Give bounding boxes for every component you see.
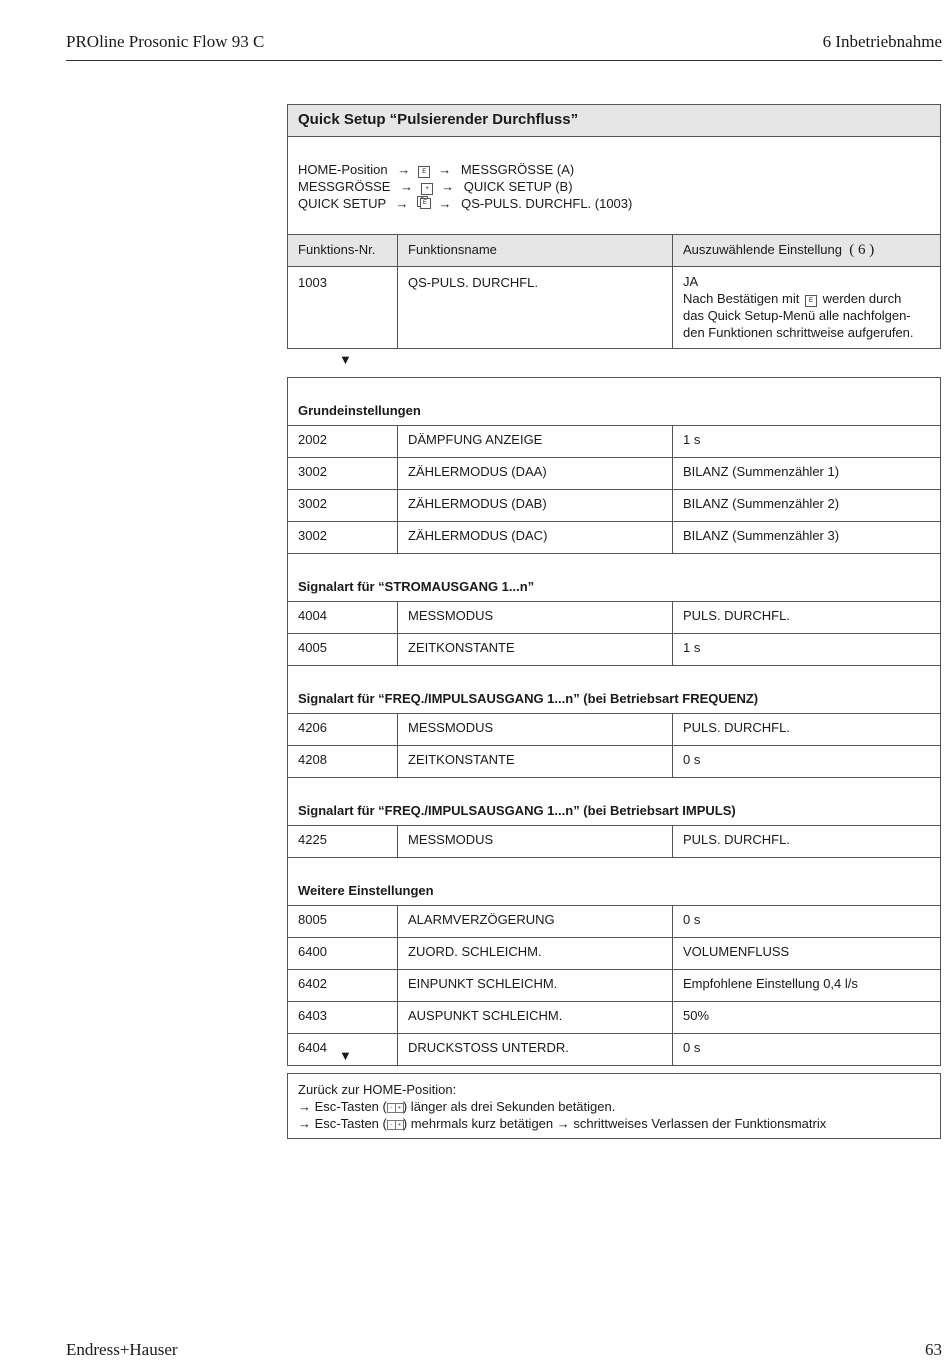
- page-number: 63: [925, 1340, 942, 1359]
- return-title: Zurück zur HOME-Position:: [298, 1082, 457, 1097]
- table-row: 3002 ZÄHLERMODUS (DAC) BILANZ (Summenzähler 3): [288, 522, 940, 554]
- function-name: QS-PULS. DURCHFL.: [398, 267, 673, 348]
- function-nr: 1003: [288, 267, 398, 348]
- arrow-icon: →: [438, 196, 452, 211]
- arrow-icon: →: [397, 162, 411, 177]
- nav-from: HOME-Position: [298, 162, 388, 177]
- product-name: PROline Prosonic Flow 93 C: [66, 32, 265, 51]
- section-header: Signalart für “STROMAUSGANG 1...n”: [288, 554, 940, 602]
- table-row: 6402 EINPUNKT SCHLEICHM. Empfohlene Einstellung 0,4 l/s: [288, 970, 940, 1002]
- arrow-icon: →: [400, 179, 414, 194]
- page-header: [66, 30, 942, 61]
- table-row: 4208 ZEITKONSTANTE 0 s: [288, 746, 940, 778]
- quick-setup-box: [287, 104, 941, 349]
- arrow-icon: →: [438, 162, 452, 177]
- nav-to: MESSGRÖSSE (A): [460, 162, 575, 177]
- esc-keys-icon: - +: [387, 1102, 403, 1112]
- company-name: Endress+Hauser: [66, 1340, 178, 1359]
- esc-keys-icon: - +: [387, 1119, 403, 1129]
- nav-from: QUICK SETUP: [298, 196, 386, 211]
- nav-from: MESSGRÖSSE: [298, 179, 391, 194]
- arrow-icon: →: [395, 196, 409, 211]
- table-row: 4004 MESSMODUS PULS. DURCHFL.: [288, 602, 940, 634]
- table-row: 4005 ZEITKONSTANTE 1 s: [288, 634, 940, 666]
- table-row: 2002 DÄMPFUNG ANZEIGE 1 s: [288, 426, 940, 458]
- table-row: 6404 DRUCKSTOSS UNTERDR. 0 s: [288, 1034, 940, 1065]
- nav-line-2: [298, 178, 930, 195]
- nav-to: QS-PULS. DURCHFL. (1003): [461, 196, 633, 211]
- section-header: Signalart für “FREQ./IMPULSAUSGANG 1...n” (bei Betriebsart IMPULS): [288, 778, 940, 826]
- return-line-2: → Esc-Tasten ( - + ) mehrmals kurz betätigen → schrittweises Verlassen der Funktionsmatrix: [298, 1116, 827, 1131]
- plus-key-icon: +: [421, 183, 433, 195]
- section-header: Grundeinstellungen: [288, 378, 940, 426]
- table-row: 3002 ZÄHLERMODUS (DAB) BILANZ (Summenzähler 2): [288, 490, 940, 522]
- function-setting: JA Nach Bestätigen mit E werden durch das Quick Setup-Menü alle nachfolgen- den Funktionen schrittweise aufgerufen.: [683, 274, 914, 340]
- quick-setup-title: Quick Setup “Pulsierender Durchfluss”: [288, 105, 940, 137]
- enter-key-icon: E: [805, 295, 817, 307]
- col-header-nr: Funktions-Nr.: [288, 235, 398, 266]
- return-line-1: → Esc-Tasten ( - + ) länger als drei Sekunden betätigen.: [298, 1099, 616, 1114]
- table-row: 8005 ALARMVERZÖGERUNG 0 s: [288, 906, 940, 938]
- table-header: [288, 235, 940, 267]
- keypad-symbol: ( 6 ): [849, 242, 875, 258]
- section-header: Signalart für “FREQ./IMPULSAUSGANG 1...n” (bei Betriebsart FREQUENZ): [288, 666, 940, 714]
- col-header-setting: Auszuwählende Einstellung ( 6 ): [683, 242, 875, 258]
- flow-down-arrow-icon: ▼: [339, 352, 352, 367]
- enter-key-multi-icon: E: [417, 196, 431, 208]
- chapter-title: 6 Inbetriebnahme: [822, 32, 942, 51]
- col-header-name: Funktionsname: [398, 235, 673, 266]
- nav-line-1: [298, 161, 930, 178]
- arrow-icon: →: [441, 179, 455, 194]
- table-row: [288, 267, 940, 348]
- enter-key-icon: E: [418, 166, 430, 178]
- table-row: 4225 MESSMODUS PULS. DURCHFL.: [288, 826, 940, 858]
- navigation-path: [288, 137, 940, 235]
- nav-line-3: [298, 195, 930, 212]
- table-row: 4206 MESSMODUS PULS. DURCHFL.: [288, 714, 940, 746]
- table-row: 3002 ZÄHLERMODUS (DAA) BILANZ (Summenzähler 1): [288, 458, 940, 490]
- flow-down-arrow-icon: ▼: [339, 1048, 352, 1063]
- table-row: 6403 AUSPUNKT SCHLEICHM. 50%: [288, 1002, 940, 1034]
- settings-table: [287, 377, 941, 1066]
- return-home-box: [287, 1073, 941, 1139]
- section-header: Weitere Einstellungen: [288, 858, 940, 906]
- nav-to: QUICK SETUP (B): [463, 179, 573, 194]
- table-row: 6400 ZUORD. SCHLEICHM. VOLUMENFLUSS: [288, 938, 940, 970]
